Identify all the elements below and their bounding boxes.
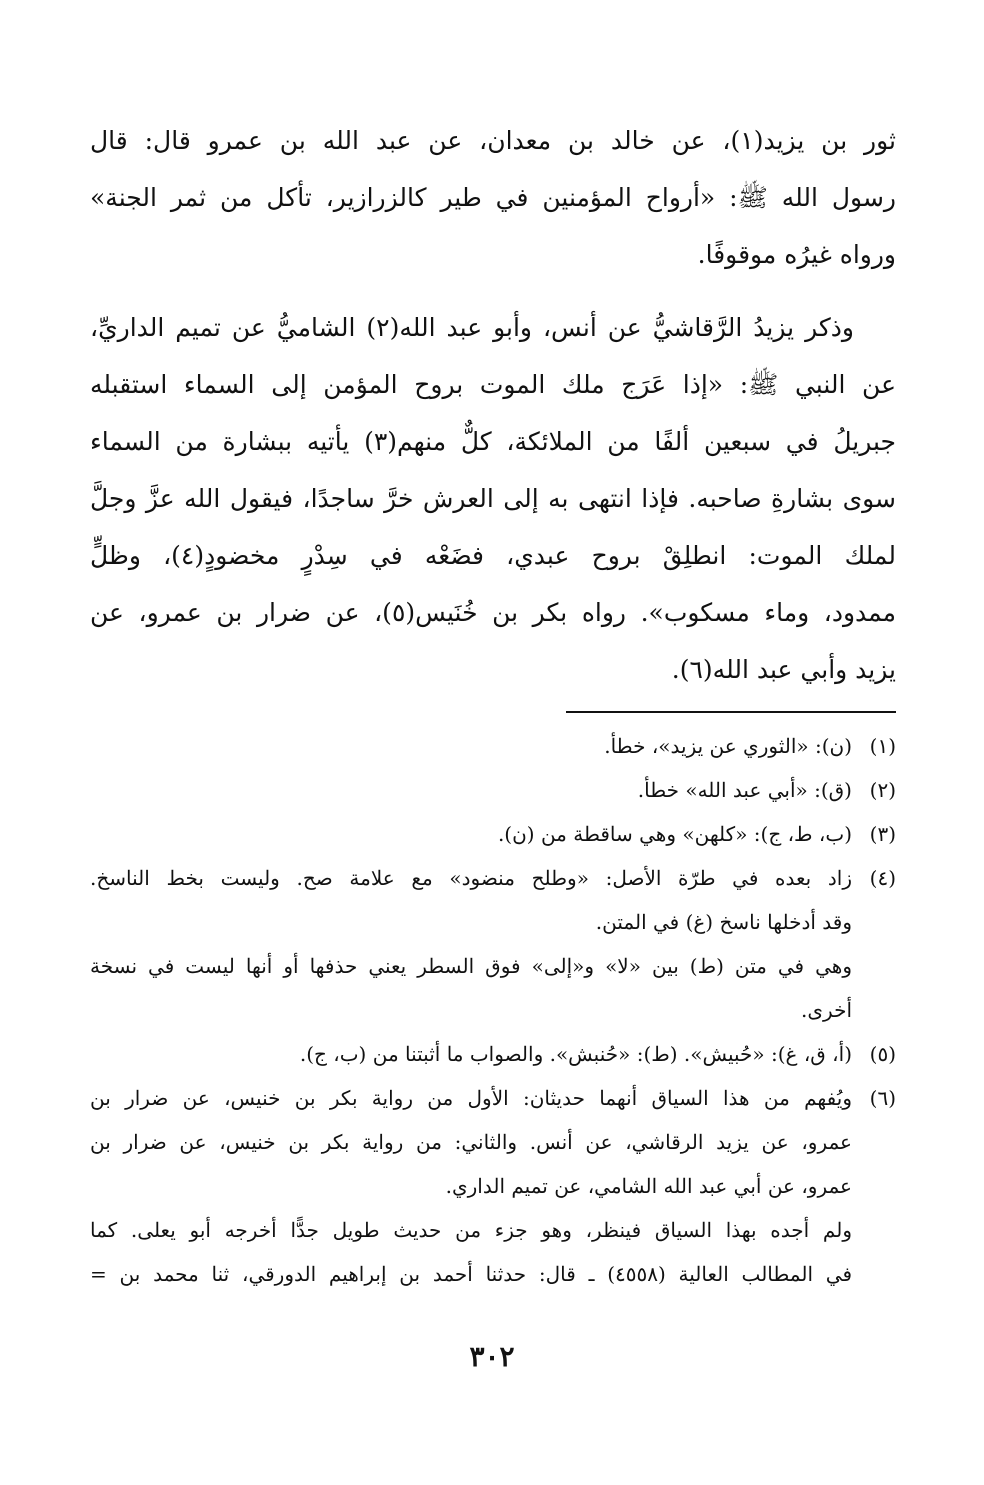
text-line: عن النبي ﷺ: «إذا عَرَج ملك الموت بروح المؤمن إلى السماء استقبله [90,370,896,399]
footnote-line: (أ، ق، غ): «حُبيش». (ط): «حُنبش». والصواب ما أثبتنا من (ب، ج). [299,1042,852,1066]
text-line: جبريلُ في سبعين ألفًا من الملائكة، كلٌّ منهم(٣) يأتيه ببشارة من السماء [90,427,896,456]
text-line: لملك الموت: انطلِقْ بروح عبدي، فضَعْه في سِدْرٍ مخضودٍ(٤)، وظلٍّ [90,541,896,570]
footnotes [90,724,896,1296]
paragraph-1 [90,112,896,283]
footnote-separator [566,711,896,713]
text-line: ثور بن يزيد(١)، عن خالد بن معدان، عن عبد الله بن عمرو قال: قال [90,126,896,155]
footnote-line: ولم أجده بهذا السياق فينظر، وهو جزء من حديث طويل جدًّا أخرجه أبو يعلى. كما [90,1218,852,1242]
footnote-line: أخرى. [801,998,852,1022]
text-line: سوى بشارةِ صاحبه. فإذا انتهى به إلى العرش خرَّ ساجدًا، فيقول الله عزَّ وجلَّ [90,484,896,513]
footnote-line: ويُفهم من هذا السياق أنهما حديثان: الأول من رواية بكر بن خنيس، عن ضرار بن [90,1086,852,1110]
main-text [90,112,896,698]
footnote-line: (ق): «أبي عبد الله» خطأ. [637,778,852,802]
footnote-line: وهي في متن (ط) بين «لا» و«إلى» فوق السطر يعني حذفها أو أنها ليست في نسخة [90,954,852,978]
footnote-line: في المطالب العالية (٤٥٥٨) ـ قال: حدثنا أحمد بن إبراهيم الدورقي، ثنا محمد بن = [90,1262,852,1286]
footnote-number: (٢) [869,778,896,802]
footnote [90,856,896,1032]
footnote-number: (٤) [869,866,896,890]
text-line: يزيد وأبي عبد الله(٦). [671,655,896,684]
text-line: ورواه غيرُه موقوفًا. [697,240,896,269]
page-number: ٣٠٢ [469,1340,515,1373]
footnote-line: (ن): «الثوري عن يزيد»، خطأ. [604,734,852,758]
text-line: رسول الله ﷺ: «أرواح المؤمنين في طير كالزرازير، تأكل من ثمر الجنة» [90,183,896,212]
footnote [90,812,896,856]
footnote-line: وقد أدخلها ناسخ (غ) في المتن. [595,910,852,934]
footnote-number: (٥) [869,1042,896,1066]
paragraph-gap [90,283,896,299]
footnote-line: عمرو، عن يزيد الرقاشي، عن أنس. والثاني: من رواية بكر بن خنيس، عن ضرار بن [90,1130,852,1154]
footnote [90,1076,896,1296]
footnote [90,1032,896,1076]
paragraph-2 [90,299,896,698]
text-line: ممدود، وماء مسكوب». رواه بكر بن خُنَيس(٥)، عن ضرار بن عمرو، عن [90,598,896,627]
footnote-line: زاد بعده في طرّة الأصل: «وطلح منضود» مع علامة صح. وليست بخط الناسخ. [90,866,852,890]
footnote-line: (ب، ط، ج): «كلهن» وهي ساقطة من (ن). [497,822,852,846]
footnote-number: (٣) [869,822,896,846]
footnote [90,768,896,812]
footnote-line: عمرو، عن أبي عبد الله الشامي، عن تميم الداري. [445,1174,852,1198]
footnote-number: (١) [869,734,896,758]
text-line: وذكر يزيدُ الرَّقاشيُّ عن أنس، وأبو عبد الله(٢) الشاميُّ عن تميم الداريِّ، [90,313,854,342]
footnote [90,724,896,768]
footnote-number: (٦) [869,1086,896,1110]
